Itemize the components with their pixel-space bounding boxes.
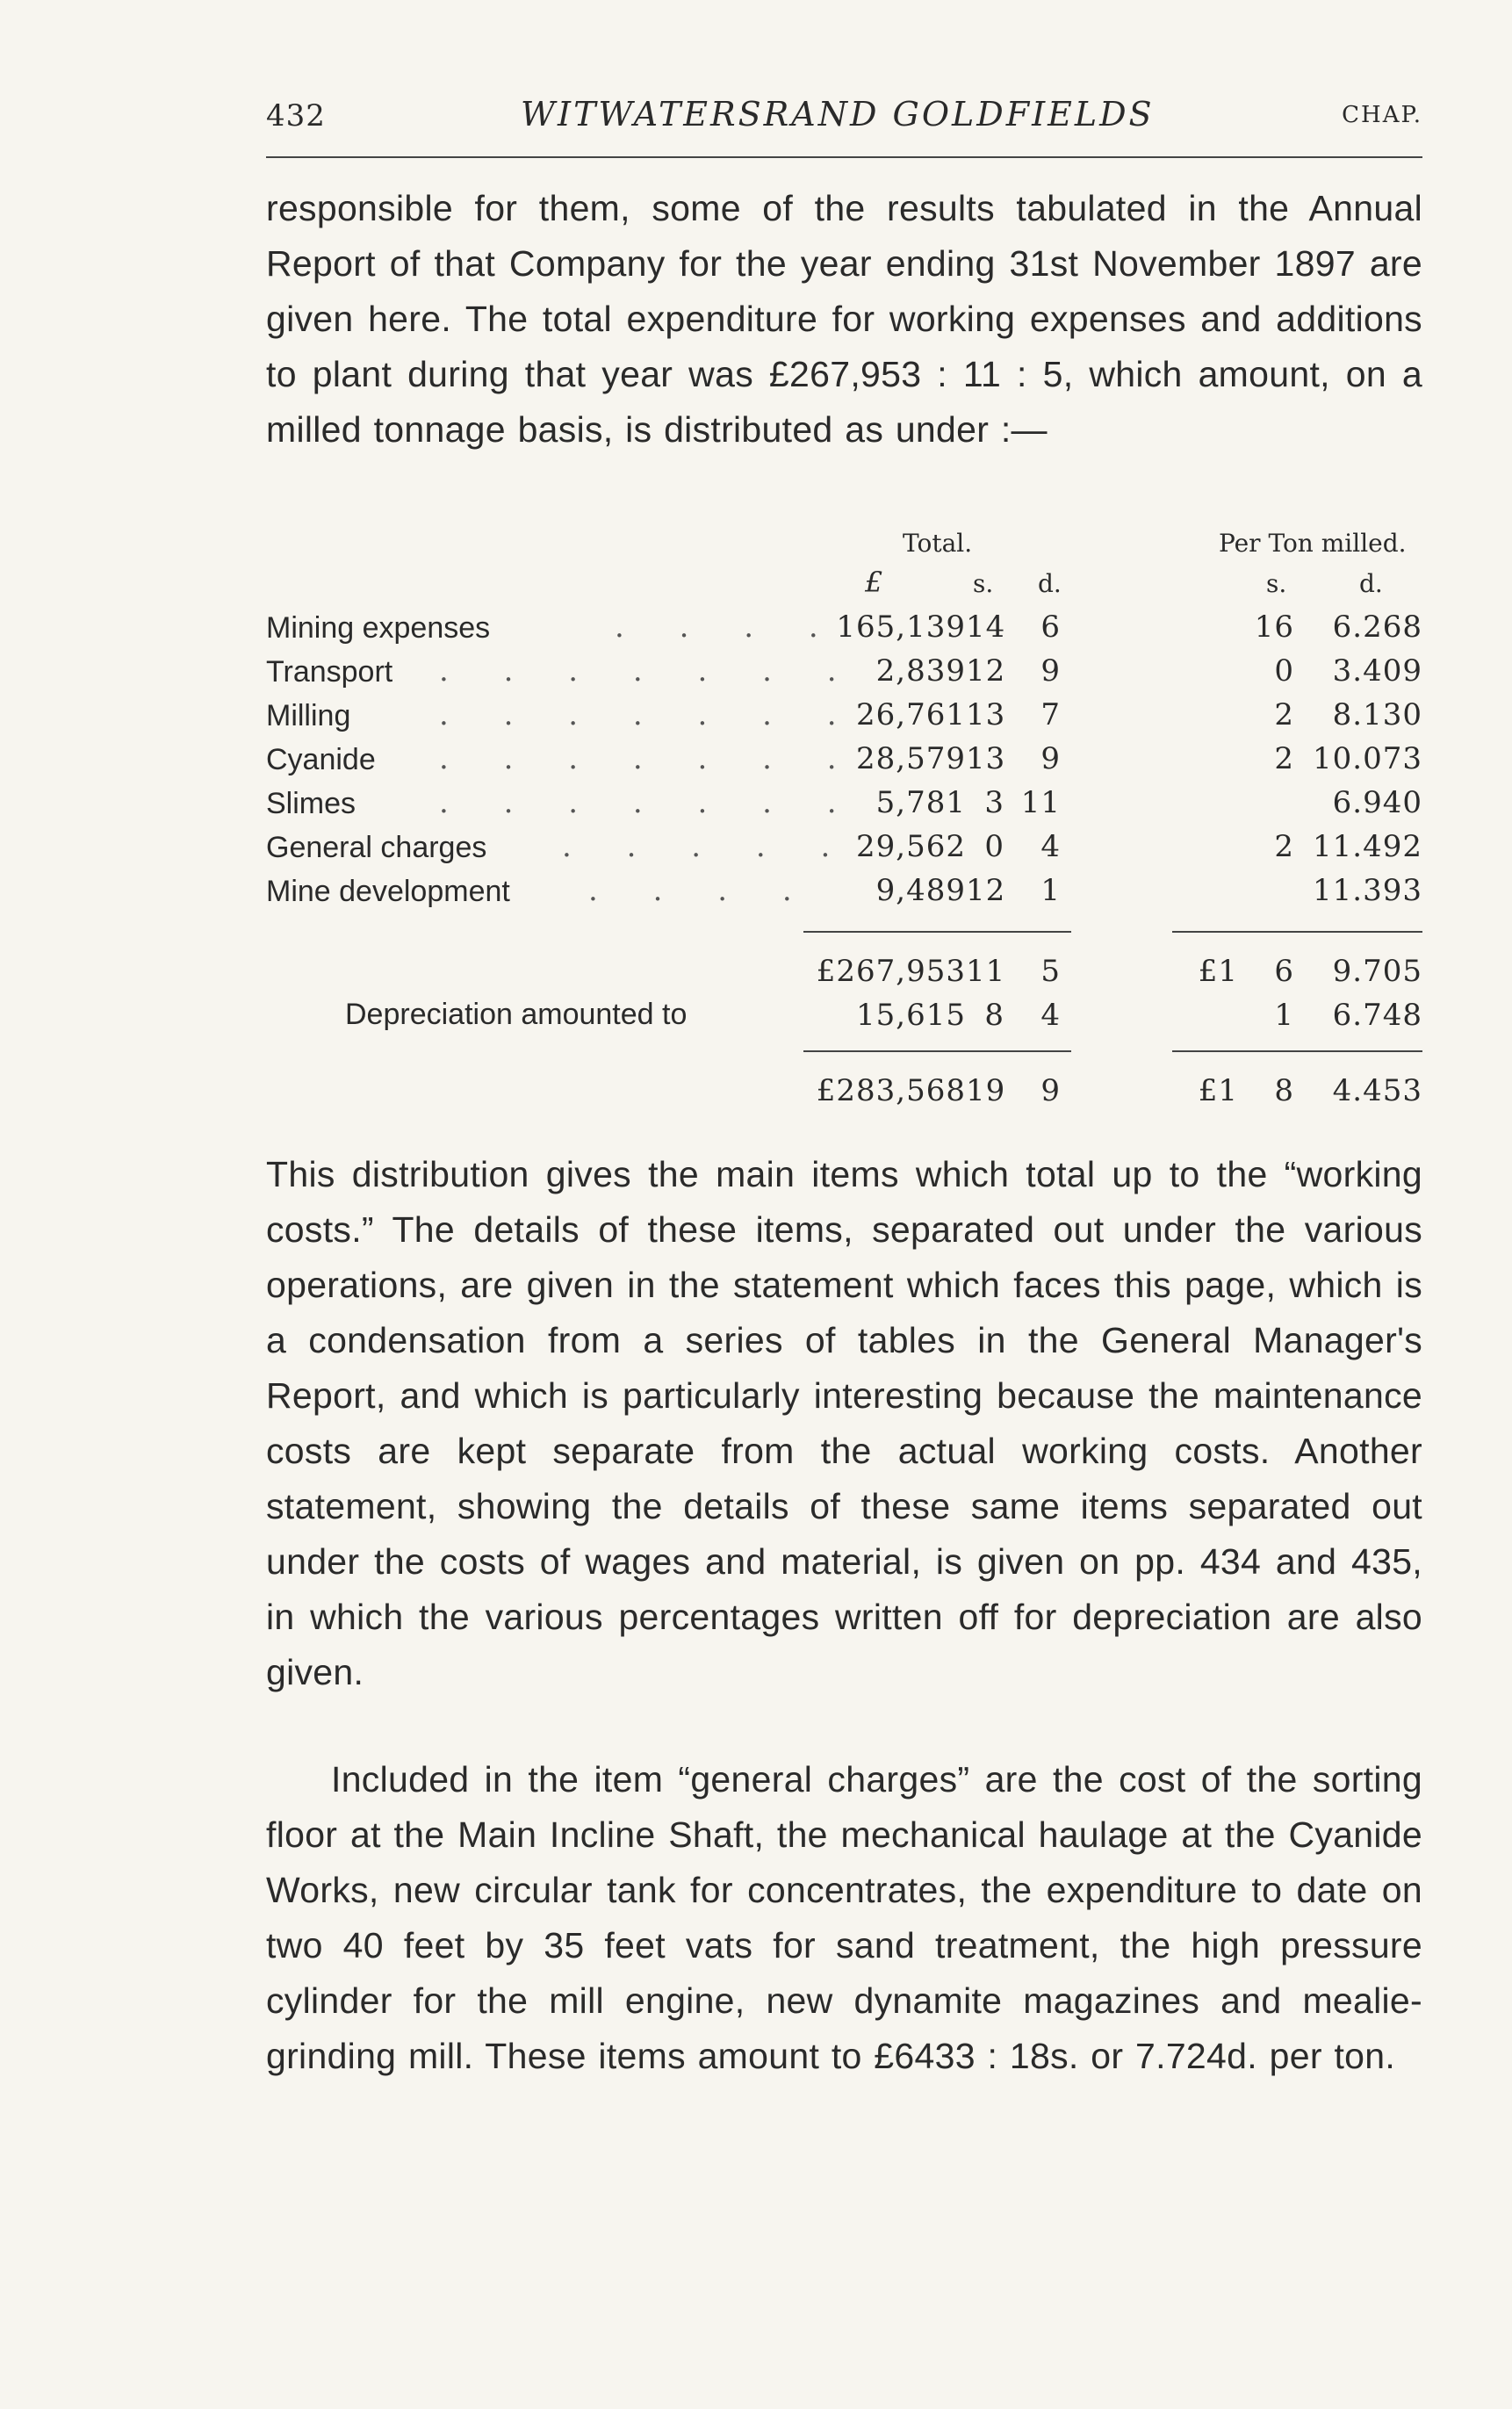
subtotal-per-ton-pounds: £1 xyxy=(1198,954,1238,989)
row-pence: 11 xyxy=(1020,785,1061,820)
row-pence: 6 xyxy=(1040,609,1061,645)
row-shillings: 12 xyxy=(966,653,1006,689)
leader-dots: . . . . . . . xyxy=(439,741,860,776)
leader-dots: . . . . . . . xyxy=(439,697,860,732)
row-pounds: 29,562 xyxy=(856,829,966,864)
row-pounds: 28,579 xyxy=(856,741,966,776)
depreciation-pounds: 15,615 xyxy=(856,998,966,1033)
row-pounds: 26,761 xyxy=(856,697,966,732)
row-per-ton-shillings: 0 xyxy=(1274,653,1294,689)
row-pence: 7 xyxy=(1040,697,1061,732)
row-pence: 9 xyxy=(1040,741,1061,776)
row-shillings: 0 xyxy=(984,829,1004,864)
depreciation-per-ton-pounds: 1 xyxy=(1274,998,1294,1033)
per-ton-subtotal-rule xyxy=(1172,931,1422,933)
grand-total-pounds: £283,568 xyxy=(816,1073,966,1108)
row-per-ton-pence: 6.268 xyxy=(1332,609,1422,645)
depreciation-per-ton-pence: 6.748 xyxy=(1332,998,1422,1033)
grand-total-per-ton-pounds: £1 xyxy=(1198,1073,1238,1108)
grand-total-shillings: 19 xyxy=(966,1073,1006,1108)
paragraph-intro: responsible for them, some of the results tabulated in the Annual Report of that Company for the year ending 31st November 1897 are given here. The total expenditure for working expenses and additions to plant during that year was £267,953 : 11 : 5, which amount, on a milled tonnage basis, is distributed as under :— xyxy=(266,188,1422,450)
subtotal-rule xyxy=(803,931,1071,933)
total-rule xyxy=(803,1050,1071,1052)
row-per-ton-pence: 8.130 xyxy=(1332,697,1422,732)
leader-dots: . . . . . . . xyxy=(439,653,860,689)
row-shillings: 12 xyxy=(966,873,1006,908)
subtotal-per-ton-shillings: 6 xyxy=(1274,954,1294,989)
subtotal-pounds: £267,953 xyxy=(816,954,966,989)
row-pounds: 5,781 xyxy=(875,785,966,820)
row-label-cyanide: Cyanide xyxy=(266,743,376,776)
expenditure-table xyxy=(0,0,1512,1142)
depreciation-label: Depreciation amounted to xyxy=(345,998,688,1031)
row-per-ton-pence: 3.409 xyxy=(1332,653,1422,689)
row-shillings: 13 xyxy=(966,741,1006,776)
chapter-label: CHAP. xyxy=(1342,102,1422,128)
leader-dots: . . . . xyxy=(588,873,815,908)
row-label-transport: Transport xyxy=(266,655,393,689)
row-pence: 4 xyxy=(1040,829,1061,864)
row-pence: 1 xyxy=(1040,873,1061,908)
row-label-milling: Milling xyxy=(266,699,351,732)
page-number: 432 xyxy=(266,98,326,133)
row-per-ton-shillings: 2 xyxy=(1274,741,1294,776)
row-pounds: 9,489 xyxy=(875,873,966,908)
depreciation-shillings: 8 xyxy=(984,998,1004,1033)
row-label-slimes: Slimes xyxy=(266,787,356,820)
leader-dots: . . . . . . . xyxy=(439,785,860,820)
grand-total-pence: 9 xyxy=(1040,1073,1061,1108)
leader-dots: . . . . xyxy=(615,609,841,645)
depreciation-pence: 4 xyxy=(1040,998,1061,1033)
row-label-mining: Mining expenses xyxy=(266,611,491,645)
subtotal-shillings: 11 xyxy=(966,954,1006,989)
row-per-ton-shillings: 2 xyxy=(1274,829,1294,864)
pound-unit-header: £ xyxy=(865,566,883,599)
row-per-ton-pence: 11.393 xyxy=(1313,873,1422,908)
subtotal-per-ton-pence: 9.705 xyxy=(1332,954,1422,989)
per-ton-shilling-unit-header: s. xyxy=(1266,569,1287,598)
row-label-general-charges: General charges xyxy=(266,831,487,864)
row-shillings: 14 xyxy=(966,609,1006,645)
paragraph-general-charges: Included in the item “general charges” are the cost of the sorting floor at the Main Incline Shaft, the mechanical haulage at the Cyanide Works, new circular tank for concentrates, the expenditure to date on two 40 feet by 35 feet vats for sand treatment, the high pressure cylinder for the mill engine, new dynamite magazines and mealie-grinding mill. These items amount to £6433 : 18s. or 7.724d. per ton. xyxy=(266,1759,1422,2076)
per-ton-pence-unit-header: d. xyxy=(1359,569,1383,598)
shilling-unit-header: s. xyxy=(973,569,994,598)
row-shillings: 3 xyxy=(984,785,1004,820)
row-label-mine-development: Mine development xyxy=(266,875,510,908)
per-ton-column-header: Per Ton milled. xyxy=(1219,529,1407,558)
row-shillings: 13 xyxy=(966,697,1006,732)
row-per-ton-shillings: 16 xyxy=(1254,609,1294,645)
row-pounds: 2,839 xyxy=(875,653,966,689)
subtotal-pence: 5 xyxy=(1040,954,1061,989)
running-title: WITWATERSRAND GOLDFIELDS xyxy=(521,95,1155,133)
paragraph-distribution: This distribution gives the main items which total up to the “working costs.” The details of these items, separated out under the various operations, are given in the statement which faces this page, which is a condensation from a series of tables in the General Manager's Report, and which is particularly interesting because the maintenance costs are kept separate from the actual working costs. Another statement, showing the details of these same items separated out under the costs of wages and material, is given on pp. 434 and 435, in which the various percentages written off for depreciation are also given. xyxy=(266,1154,1422,1692)
row-per-ton-shillings: 2 xyxy=(1274,697,1294,732)
row-pence: 9 xyxy=(1040,653,1061,689)
grand-total-per-ton-shillings: 8 xyxy=(1274,1073,1294,1108)
row-per-ton-pence: 10.073 xyxy=(1313,741,1422,776)
grand-total-per-ton-pence: 4.453 xyxy=(1332,1073,1422,1108)
pence-unit-header: d. xyxy=(1038,569,1062,598)
per-ton-total-rule xyxy=(1172,1050,1422,1052)
row-pounds: 165,139 xyxy=(836,609,966,645)
total-column-header: Total. xyxy=(903,529,973,558)
row-per-ton-pence: 6.940 xyxy=(1332,785,1422,820)
leader-dots: . . . . . xyxy=(562,829,853,864)
row-per-ton-pence: 11.492 xyxy=(1313,829,1422,864)
